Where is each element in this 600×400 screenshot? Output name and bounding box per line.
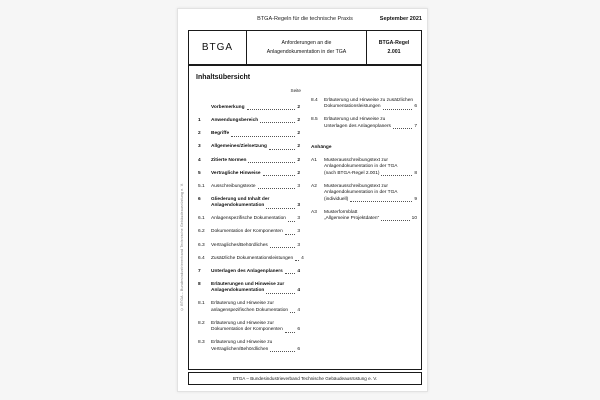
dot-leader bbox=[350, 201, 412, 202]
toc-entry: 8.1 Erläuterung und Hinweise zur anlagenspezifischen Dokumentation 4 bbox=[198, 301, 300, 313]
toc-entry-page: 3 bbox=[297, 242, 300, 248]
toc-entry-page: 2 bbox=[297, 105, 300, 110]
toc-entry: A1 Musterausschreibungstext zur Anlagendokumentation in der TGA (nach BTGA-Regel 2.001) 8 bbox=[311, 158, 417, 176]
toc-entry-page: 2 bbox=[297, 144, 300, 150]
dot-leader bbox=[263, 175, 296, 176]
document-title-line1: Anforderungen an die bbox=[281, 40, 332, 47]
toc-entry: 8.3 Erläuterung und Hinweise zu Vertraglichen/Behördlichen 6 bbox=[198, 340, 300, 352]
toc-entry: 8.2 Erläuterung und Hinweise zur Dokumentation der Komponenten 6 bbox=[198, 320, 300, 333]
toc-entry-number: 6 bbox=[198, 196, 201, 202]
toc-entry: 6.2 Dokumentation der Komponenten 3 bbox=[198, 229, 300, 235]
toc-entry-number: 6.2 bbox=[198, 229, 205, 235]
toc-entry-number: 8.5 bbox=[311, 117, 318, 123]
toc-entry: 2 Begriffe 2 bbox=[198, 131, 300, 137]
toc-entry-number: A1 bbox=[311, 158, 317, 164]
toc-entry: 8 Erläuterungen und Hinweise zur Anlagendokumentation 4 bbox=[198, 281, 300, 294]
toc-entry-number: 8.2 bbox=[198, 320, 205, 326]
dot-leader bbox=[258, 188, 296, 189]
toc-entry: 6.4 Zusätzliche Dokumentationsleistungen 4 bbox=[198, 255, 304, 261]
toc-entry-page: 2 bbox=[297, 157, 300, 163]
dot-leader bbox=[288, 221, 295, 222]
toc-entry: Vorbemerkung 2 bbox=[198, 105, 300, 111]
toc-entry: 7 Unterlagen des Anlagenplaners 4 bbox=[198, 268, 300, 274]
toc-entry: 5.1 Ausschreibungstexte 3 bbox=[198, 183, 300, 189]
toc-entry-number: 7 bbox=[198, 268, 201, 274]
dot-leader bbox=[248, 162, 295, 163]
dot-leader bbox=[295, 260, 299, 261]
dot-leader bbox=[290, 312, 295, 313]
document-title-cell bbox=[247, 31, 367, 64]
toc-entry-page: 2 bbox=[297, 118, 300, 124]
dot-leader bbox=[247, 109, 296, 110]
dot-leader bbox=[270, 247, 296, 248]
toc-entry-page: 2 bbox=[297, 131, 300, 137]
toc-left-column bbox=[198, 105, 304, 360]
page-footer bbox=[188, 372, 422, 385]
appendix-heading: Anhänge bbox=[311, 145, 332, 151]
toc-entry: A2 Musterausschreibungstext zur Anlagendokumentation in der TGA (individuell) 9 bbox=[311, 183, 417, 202]
toc-entry-page: 9 bbox=[414, 196, 417, 202]
toc-entry-number: 3 bbox=[198, 144, 201, 150]
toc-entry-page: 10 bbox=[411, 216, 417, 221]
dot-leader bbox=[260, 122, 295, 123]
toc-entry: 4 Zitierte Normen 2 bbox=[198, 157, 300, 163]
toc-right-column bbox=[311, 98, 417, 360]
toc-heading: Inhaltsübersicht bbox=[196, 74, 251, 81]
toc-entry-number: A3 bbox=[311, 209, 317, 215]
toc-entry-number: 8.4 bbox=[311, 98, 318, 103]
dot-leader bbox=[266, 293, 295, 294]
dot-leader bbox=[285, 332, 296, 333]
toc-entry-number: 8 bbox=[198, 281, 201, 287]
toc-entry-page: 7 bbox=[414, 123, 417, 129]
footer-text: BTGA – Bundesindustrieverband Technische Gebäudeausrüstung e. V. bbox=[232, 376, 378, 381]
issue-date: September 2021 bbox=[379, 16, 422, 22]
org-logo-text: BTGA bbox=[189, 31, 247, 64]
dot-leader bbox=[393, 128, 412, 129]
toc-entry-number: 2 bbox=[198, 131, 201, 137]
toc-entry-number: 4 bbox=[198, 157, 201, 163]
page-column-label: Seite bbox=[290, 88, 301, 93]
toc-entry: 8.4 Erläuterung und Hinweise zu zusätzlichen Dokumentationsleistungen 6 bbox=[311, 98, 417, 110]
toc-entry-page: 8 bbox=[414, 170, 417, 176]
masthead bbox=[188, 16, 422, 25]
toc-entry-page: 3 bbox=[297, 216, 300, 222]
dot-leader bbox=[231, 136, 295, 137]
toc-columns bbox=[198, 98, 416, 360]
toc-entry-number: 8.1 bbox=[198, 301, 205, 307]
toc-entry-page: 2 bbox=[297, 170, 300, 176]
toc-entry: 5 Vertragliche Hinweise 2 bbox=[198, 170, 300, 176]
toc-entry: 6.3 Vertragliches/Behördliches 3 bbox=[198, 242, 300, 248]
toc-entry-page: 4 bbox=[297, 307, 300, 313]
toc-entry: 8.5 Erläuterung und Hinweise zu Unterlagen des Anlagenplaners 7 bbox=[311, 117, 417, 129]
dot-leader bbox=[285, 273, 296, 274]
toc-entry-number: A2 bbox=[311, 183, 317, 189]
toc-entry-page: 4 bbox=[301, 255, 304, 261]
toc-entry-number: 1 bbox=[198, 118, 201, 124]
title-block-table bbox=[188, 30, 422, 65]
vertical-margin-text: © BTGA – Bundesindustrieverband Technische Gebäudeausrüstung e. V. bbox=[180, 182, 184, 311]
toc-entry-page: 4 bbox=[297, 268, 300, 274]
toc-entry-number: 6.3 bbox=[198, 242, 205, 248]
toc-entry: 6 Gliederung und Inhalt der Anlagendokumentation 3 bbox=[198, 196, 300, 209]
rule-number: 2.001 bbox=[387, 48, 401, 55]
toc-entry-number bbox=[198, 105, 211, 111]
toc-entry: 6.1 Anlagenspezifische Dokumentation 3 bbox=[198, 216, 300, 222]
toc-entry-number: 5.1 bbox=[198, 183, 205, 189]
dot-leader bbox=[383, 109, 413, 110]
dot-leader bbox=[270, 351, 295, 352]
rule-number-cell bbox=[367, 31, 421, 64]
toc-entry-page: 6 bbox=[297, 327, 300, 333]
document-page bbox=[177, 8, 428, 392]
toc-entry-number: 5 bbox=[198, 170, 201, 176]
dot-leader bbox=[266, 208, 295, 209]
dot-leader bbox=[269, 149, 295, 150]
toc-entry-number: 6.4 bbox=[198, 255, 205, 261]
toc-entry: 3 Allgemeines/Zielsetzung 2 bbox=[198, 144, 300, 150]
toc-entry-page: 3 bbox=[297, 203, 300, 209]
toc-entry: 1 Anwendungsbereich 2 bbox=[198, 118, 300, 124]
toc-entry-page: 6 bbox=[297, 346, 300, 352]
series-title: BTGA-Regeln für die technische Praxis bbox=[257, 16, 353, 22]
toc-entry-page: 4 bbox=[297, 288, 300, 294]
rule-label: BTGA-Regel bbox=[378, 40, 410, 47]
dot-leader bbox=[285, 234, 296, 235]
toc-entry-number: 8.3 bbox=[198, 340, 205, 346]
toc-entry-page: 3 bbox=[297, 183, 300, 189]
toc-entry-page: 3 bbox=[297, 229, 300, 235]
toc-content-box bbox=[188, 65, 422, 370]
dot-leader bbox=[381, 220, 409, 221]
toc-entry-number: 6.1 bbox=[198, 216, 205, 222]
dot-leader bbox=[381, 175, 412, 176]
toc-entry: A3 Musterformblatt „Allgemeine Projektdaten“ 10 bbox=[311, 209, 417, 221]
document-title-line2: Anlagendokumentation in der TGA bbox=[266, 48, 347, 55]
toc-entry-page: 6 bbox=[414, 104, 417, 110]
